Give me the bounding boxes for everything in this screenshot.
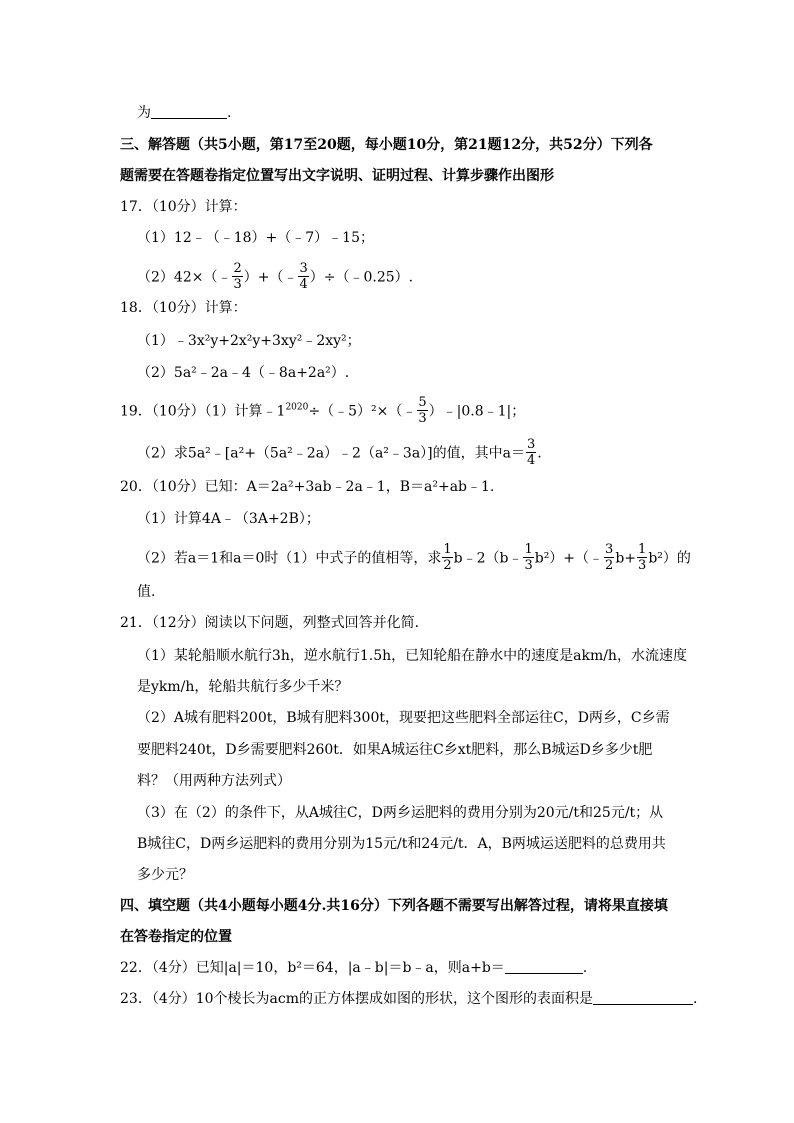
q18-title: 18．（10分）计算： <box>120 300 247 316</box>
q19-part1-text-c: ）﹣|0.8﹣1|； <box>428 403 526 420</box>
fraction-3-4-b <box>526 437 536 468</box>
answer-blank <box>593 990 693 1005</box>
q20-part2-text-c: b²）+（﹣ <box>534 550 604 567</box>
q21-part3-line2: B城往C，D两乡运肥料的费用分别为15元/t和24元/t．A，B两城运送肥料的总费用共 <box>137 836 666 852</box>
q19-part1-text-a: 19．（10分）（1）计算﹣1 <box>120 403 286 420</box>
q22 <box>120 959 587 977</box>
fraction-denominator: 2 <box>443 558 452 573</box>
q20-part1: （1）计算4A﹣（3A+2B）； <box>137 511 320 527</box>
q17-part2 <box>137 262 413 293</box>
section3-heading-line2: 题需要在答题卷指定位置写出文字说明、证明过程、计算步骤作出图形 <box>120 168 554 184</box>
answer-blank <box>505 959 583 974</box>
q19-part2-text-c: . <box>537 445 542 462</box>
q21-part3-line3: 多少元？ <box>137 867 193 883</box>
q17-title: 17．（10分）计算： <box>120 199 247 215</box>
q17-part2-text-a: （2）42×（﹣ <box>137 269 232 286</box>
q20-part2 <box>137 543 691 574</box>
q16-continuation <box>137 104 231 122</box>
q19-part2 <box>137 438 542 469</box>
q17-part2-text-b: ）+（﹣ <box>243 269 298 286</box>
q20-part2-text-a: （2）若a＝1和a＝0时（1）中式子的值相等，求 <box>137 550 442 567</box>
q22-text: 22．（4分）已知|a|＝10，b²＝64，|a﹣b|＝b﹣a，则a+b＝ <box>120 960 505 976</box>
q21-part1-line1: （1）某轮船顺水航行3h，逆水航行1.5h，已知轮船在静水中的速度是akm/h，水流速度 <box>137 648 687 664</box>
q19-part2-text-a: （2）求5a²﹣[a²+（5a²﹣2a）﹣2（a²﹣3a）]的值，其中 <box>137 445 503 462</box>
q19-part1 <box>120 396 525 427</box>
q21-part2-line3: 料？（用两种方法列式） <box>137 773 291 789</box>
q23-period: . <box>693 991 698 1007</box>
q20-part2-text-d: b+ <box>615 550 637 567</box>
q19-part1-text-b: ÷（﹣5）²×（﹣ <box>308 403 417 420</box>
fraction-denominator: 3 <box>233 277 242 292</box>
q20-part2-text-b: b﹣2（b﹣ <box>453 550 523 567</box>
q22-period: . <box>582 960 588 976</box>
section3-heading-line1: 三、解答题（共5小题，第17至20题，每小题10分，第21题12分，共52分）下列各 <box>120 137 653 153</box>
fraction-1-2 <box>442 542 452 573</box>
fraction-denominator: 3 <box>638 558 647 573</box>
q21-part2-line1: （2）A城有肥料200t，B城有肥料300t，现要把这些肥料全部运往C，D两乡，C乡需 <box>137 710 670 726</box>
q20-title: 20．（10分）已知：A＝2a²+3ab﹣2a﹣1，B＝a²+ab﹣1. <box>120 479 495 495</box>
q23-text: 23．（4分）10个棱长为acm的正方体摆成如图的形状，这个图形的表面积是 <box>120 991 593 1007</box>
fraction-numerator: 3 <box>527 437 536 452</box>
fraction-denominator: 4 <box>299 277 308 292</box>
q17-part2-text-c: ）÷（﹣0.25）. <box>309 269 414 286</box>
fraction-numerator: 3 <box>299 261 308 276</box>
q21-part1-line2: 是ykm/h，轮船共航行多少千米？ <box>137 679 349 695</box>
section4-heading-line1: 四、填空题（共4小题每小题4分.共16分）下列各题不需要写出解答过程，请将果直接填 <box>120 898 668 914</box>
fraction-numerator: 3 <box>605 542 614 557</box>
fraction-1-3 <box>523 542 533 573</box>
fraction-denominator: 2 <box>605 558 614 573</box>
exponent-2020: 2020 <box>285 402 309 413</box>
fraction-numerator: 1 <box>443 542 452 557</box>
q21-part3-line1: （3）在（2）的条件下，从A城往C，D两乡运肥料的费用分别为20元/t和25元/t；从 <box>137 805 664 821</box>
q18-part1: （1）﹣3x²y+2x²y+3xy²﹣2xy²； <box>137 333 361 349</box>
fraction-3-2 <box>604 542 614 573</box>
fraction-denominator: 4 <box>527 453 536 468</box>
section4-heading-line2: 在答卷指定的位置 <box>120 929 232 945</box>
fraction-numerator: 1 <box>638 542 647 557</box>
fraction-3-4 <box>298 261 308 292</box>
answer-blank <box>151 104 227 119</box>
fraction-denominator: 3 <box>418 411 427 426</box>
q16-prefix: 为 <box>137 105 151 121</box>
q21-title: 21．（12分）阅读以下问题，列整式回答并化简． <box>120 615 429 631</box>
q20-part2-continuation: 值. <box>137 584 156 600</box>
q18-part2: （2）5a²﹣2a﹣4（﹣8a+2a²）. <box>137 365 350 381</box>
fraction-5-3 <box>417 395 427 426</box>
fraction-denominator: 3 <box>524 558 533 573</box>
fraction-1-3-b <box>637 542 647 573</box>
q17-part1: （1）12﹣（﹣18）+（﹣7）﹣15； <box>137 230 374 246</box>
q21-part2-line2: 要肥料240t，D乡需要肥料260t．如果A城运往C乡xt肥料，那么B城运D乡多少t肥 <box>137 742 653 758</box>
q23 <box>120 990 697 1008</box>
fraction-numerator: 5 <box>418 395 427 410</box>
q19-part2-text-b: a＝ <box>502 445 525 462</box>
q16-period: . <box>227 105 232 121</box>
fraction-numerator: 2 <box>233 261 242 276</box>
fraction-numerator: 1 <box>524 542 533 557</box>
q20-part2-text-e: b²）的 <box>648 550 691 567</box>
fraction-2-3 <box>232 261 242 292</box>
